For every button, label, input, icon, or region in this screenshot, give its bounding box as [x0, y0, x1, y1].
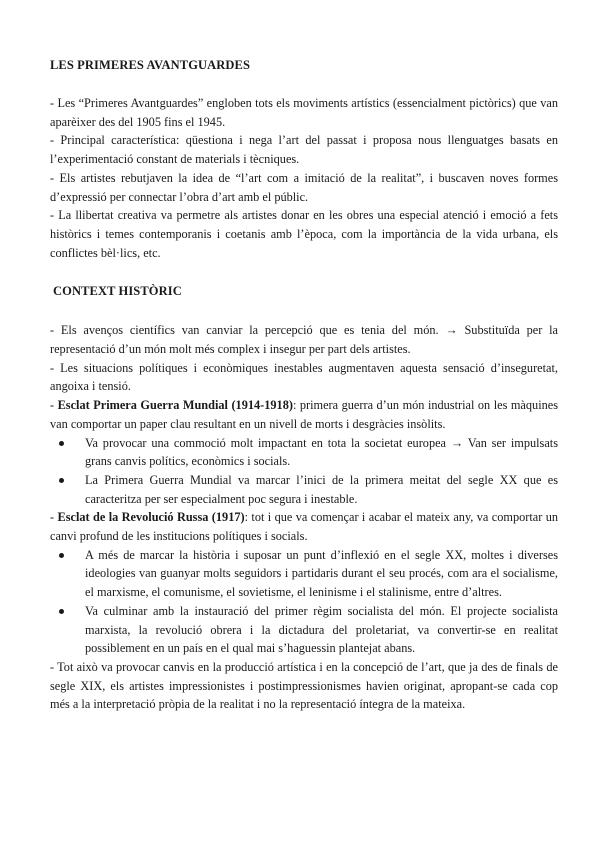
- ww1-heading: Esclat Primera Guerra Mundial (1914-1918): [57, 398, 293, 413]
- ww1-text: : primera guerra d’un món industrial on les màquines van comportar un paper clau resultant en un nivell de morts i desgràcies insòlits.: [50, 398, 558, 431]
- list-item: Va provocar una commoció molt impactant en tota la societat europea → Van ser impulsats grans canvis polítics, econòmics i socials.: [50, 434, 558, 471]
- russian-heading: Esclat de la Revolució Russa (1917): [57, 510, 245, 525]
- paragraph: - Les situacions polítiques i econòmiques inestables augmentaven aquesta sensació d’inseguretat, angoixa i tensió.: [50, 360, 558, 394]
- paragraph: - Les “Primeres Avantguardes” engloben tots els moviments artístics (essencialment pictòrics) que van aparèixer des del 1905 fins el 1945.: [50, 96, 558, 129]
- russian-revolution-paragraph: [50, 508, 558, 545]
- paragraph: - Principal característica: qüestiona i nega l’art del passat i proposa nous llenguatges basats en l’experimentació constant de materials i tècniques.: [50, 133, 558, 167]
- paragraph: - Els avenços científics van canviar la percepció que es tenia del món. → Substituïda per la representació d’un món molt més complex i insegur per part dels artistes.: [50, 323, 558, 357]
- conclusion-paragraph: - Tot això va provocar canvis en la producció artística i en la concepció de l’art, que ja des de finals de segle XIX, els artistes impressionistes i postimpressionismes havien originat, apropant-se cada cop més a la interpretació pròpia de la realitat i no la representació íntegra de la mateixa.: [50, 659, 558, 712]
- russian-bullet-list: [50, 546, 558, 658]
- russian-prefix: -: [50, 510, 58, 525]
- list-item: La Primera Guerra Mundial va marcar l’inici de la primera meitat del segle XX que es caracteritza per ser especialment poc segura i inestable.: [50, 471, 558, 508]
- paragraph: - Els artistes rebutjaven la idea de “l’art com a imitació de la realitat”, i buscaven noves formes d’expressió per connectar l’obra d’art amb el públic.: [50, 170, 558, 204]
- list-item: A més de marcar la història i suposar un punt d’inflexió en el segle XX, moltes i diverses ideologies van guanyar molts seguidors i partidaris durant el seu procés, com ara el socialisme, el marxisme, el comunisme, el sovietisme, el leninisme i el stalinisme, entre d’altres.: [50, 546, 558, 602]
- section-title-avantguardes: LES PRIMERES AVANTGUARDES: [50, 58, 251, 72]
- paragraph: - La llibertat creativa va permetre als artistes donar en les obres una especial atenció i emoció a fets històrics i temes contemporanis i coetanis amb l’època, com la importància de la vida urbana, els conflictes bèl·lics, etc.: [50, 208, 558, 260]
- russian-text: : tot i que va començar i acabar el mateix any, va comportar un canvi profund de les institucions polítiques i socials.: [50, 510, 558, 544]
- section-title-context: CONTEXT HISTÒRIC: [53, 284, 182, 299]
- ww1-paragraph: [50, 396, 558, 433]
- ww1-bullet-list: [50, 434, 558, 509]
- document-body: [50, 57, 558, 714]
- ww1-prefix: -: [50, 398, 58, 413]
- list-item: Va culminar amb la instauració del primer règim socialista del món. El projecte socialista marxista, la revolució obrera i la dictadura del proletariat, va convertir-se en realitat possiblement en un país en el qual mai s’haguessin plantejat abans.: [50, 602, 558, 658]
